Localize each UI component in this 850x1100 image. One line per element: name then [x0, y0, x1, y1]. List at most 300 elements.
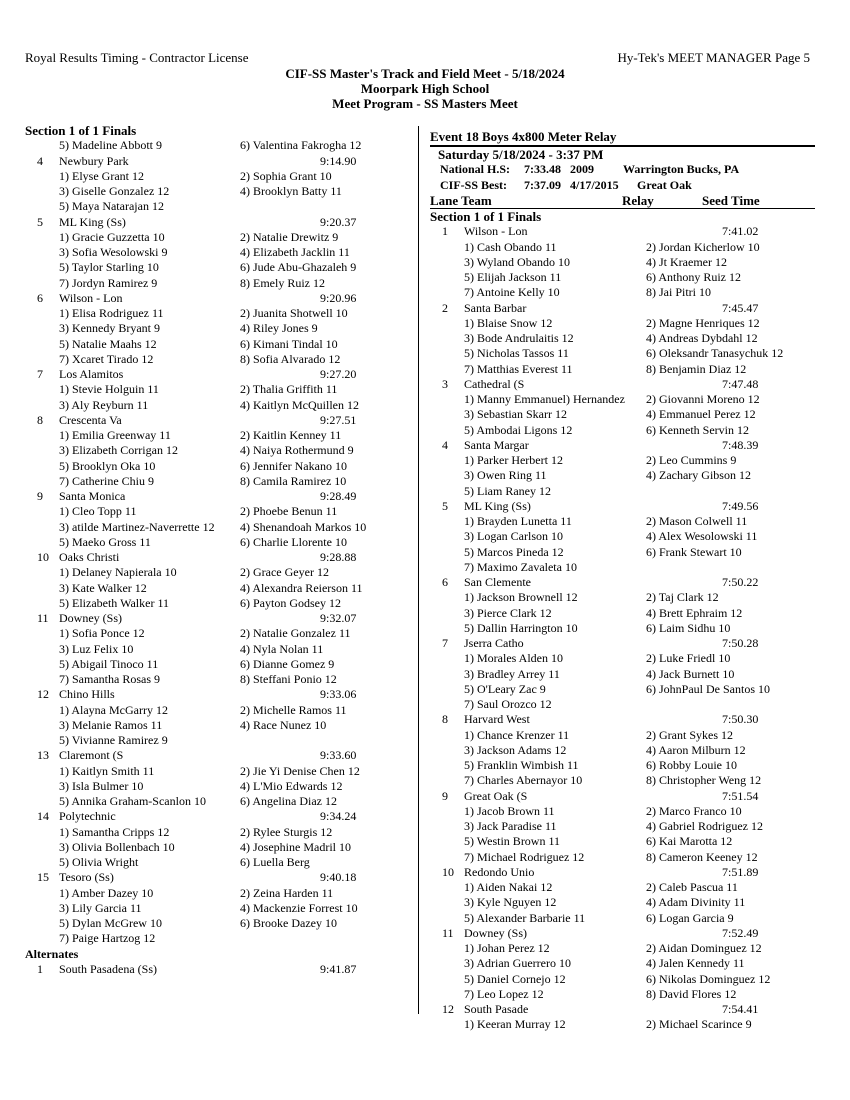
athlete-row [430, 362, 815, 377]
lane-number: 9 [442, 788, 448, 803]
athlete: 2) Grant Sykes 12 [646, 727, 733, 742]
athlete-row [25, 382, 405, 397]
athlete: 1) Morales Alden 10 [464, 651, 563, 666]
athlete: 1) Cleo Topp 11 [59, 504, 137, 519]
athlete-row [25, 855, 405, 870]
athlete: 6) Valentina Fakrogha 12 [240, 138, 362, 153]
record-time: 7:33.48 [524, 162, 561, 177]
lane-number: 12 [442, 1002, 454, 1016]
athlete-row [25, 504, 405, 519]
athlete: 4) Naiya Rothermund 9 [240, 443, 354, 458]
athlete-row [25, 840, 405, 855]
athlete: 6) Kenneth Servin 12 [646, 422, 749, 437]
athlete-row [430, 743, 815, 758]
athlete: 3) Kyle Nguyen 12 [464, 895, 557, 910]
athlete: 7) Antoine Kelly 10 [464, 285, 560, 300]
athlete: 5) Dylan McGrew 10 [59, 916, 162, 930]
athlete: 2) Taj Clark 12 [646, 590, 719, 605]
athlete-row [25, 443, 405, 458]
athlete: 3) Olivia Bollenbach 10 [59, 839, 175, 854]
left-column [25, 123, 405, 977]
athlete: 1) Cash Obando 11 [464, 239, 557, 254]
col-seed-time: Seed Time [702, 192, 760, 208]
athlete-row [25, 306, 405, 321]
athlete: 4) Andreas Dybdahl 12 [646, 331, 758, 345]
athlete: 5) Elijah Jackson 11 [464, 270, 562, 284]
team-name: Los Alamitos [59, 367, 124, 381]
meet-titles [0, 66, 850, 111]
athlete: 4) Emmanuel Perez 12 [646, 407, 756, 422]
athlete: 5) Franklin Wimbish 11 [464, 758, 579, 772]
athlete: 2) Mason Colwell 11 [646, 514, 748, 528]
athlete-row [25, 565, 405, 580]
athlete: 8) Emely Ruiz 12 [240, 275, 325, 290]
athlete: 3) Jack Paradise 11 [464, 819, 557, 833]
athlete: 5) Dallin Harrington 10 [464, 620, 578, 635]
athlete: 1) Brayden Lunetta 11 [464, 514, 572, 528]
team-row [25, 611, 405, 626]
athlete: 5) O'Leary Zac 9 [464, 681, 546, 696]
athlete: 2) Aidan Dominguez 12 [646, 941, 762, 955]
seed-time: 7:50.28 [722, 636, 759, 650]
team-name: Wilson - Lon [59, 290, 123, 305]
column-headers [430, 193, 815, 209]
athlete-row [25, 474, 405, 489]
athlete: 2) Rylee Sturgis 12 [240, 824, 333, 839]
section-title: Section 1 of 1 Finals [25, 123, 137, 138]
team-row [25, 215, 405, 230]
team-row [25, 154, 405, 169]
athlete: 6) Jennifer Nakano 10 [240, 458, 347, 473]
seed-time: 7:49.56 [722, 498, 759, 513]
athlete-row [25, 321, 405, 336]
team-name: San Clemente [464, 575, 531, 589]
athlete: 7) Maximo Zavaleta 10 [464, 559, 577, 574]
athlete: 6) Jude Abu-Ghazaleh 9 [240, 260, 357, 275]
lane-number: 5 [37, 214, 43, 229]
athlete: 4) Aaron Milburn 12 [646, 742, 746, 757]
athlete-row [430, 270, 815, 285]
athlete: 2) Michael Scarince 9 [646, 1017, 752, 1032]
athlete: 1) Blaise Snow 12 [464, 315, 553, 330]
athlete: 1) Jackson Brownell 12 [464, 590, 578, 605]
meet-title: CIF-SS Master's Track and Field Meet - 5/18/2024 [285, 66, 565, 81]
athlete-row [430, 1017, 815, 1032]
seed-time: 9:41.87 [320, 961, 357, 976]
team-name: ML King (Ss) [59, 214, 126, 229]
team-name: Downey (Ss) [464, 925, 527, 940]
team-name: Redondo Unio [464, 864, 535, 879]
athlete: 4) Brett Ephraim 12 [646, 605, 743, 620]
seed-time: 9:20.96 [320, 290, 357, 305]
athlete-row [25, 779, 405, 794]
athlete: 4) Alex Wesolowski 11 [646, 529, 758, 544]
athlete: 3) Adrian Guerrero 10 [464, 956, 571, 971]
athlete-row [430, 590, 815, 605]
athlete-row [25, 825, 405, 840]
athlete: 6) Brooke Dazey 10 [240, 916, 337, 930]
athlete: 2) Grace Geyer 12 [240, 565, 329, 580]
athlete-row [25, 459, 405, 474]
team-row [25, 870, 405, 885]
athlete: 6) Dianne Gomez 9 [240, 656, 335, 671]
athlete: 7) Leo Lopez 12 [464, 986, 544, 1001]
lane-number: 2 [442, 300, 448, 315]
athlete: 8) Benjamin Diaz 12 [646, 361, 747, 376]
lane-number: 4 [37, 153, 43, 168]
team-row [25, 748, 405, 763]
athlete-row [430, 667, 815, 682]
athlete-row [430, 545, 815, 560]
athlete: 1) Samantha Cripps 12 [59, 824, 170, 839]
athlete: 4) Race Nunez 10 [240, 717, 327, 732]
team-name: Oaks Christi [59, 550, 120, 564]
athlete-row [430, 987, 815, 1002]
team-name: Claremont (S [59, 748, 124, 763]
team-name: Santa Barbar [464, 300, 527, 315]
seed-time: 9:33.60 [320, 748, 357, 763]
athlete-row [430, 773, 815, 788]
team-row [430, 499, 815, 514]
athlete-row [25, 260, 405, 275]
team-row [430, 865, 815, 880]
athlete: 8) Christopher Weng 12 [646, 773, 762, 788]
team-row [25, 367, 405, 382]
event-schedule [430, 147, 815, 162]
athlete: 4) Mackenzie Forrest 10 [240, 900, 358, 915]
athlete: 5) Marcos Pineda 12 [464, 544, 564, 559]
athlete-row [430, 895, 815, 910]
team-row [430, 377, 815, 392]
athlete-row [430, 346, 815, 361]
team-name: Santa Monica [59, 489, 126, 503]
athlete-row [25, 794, 405, 809]
right-column [430, 123, 815, 1033]
team-row [25, 489, 405, 504]
athlete-row [430, 407, 815, 422]
athlete: 8) Jai Pitri 10 [646, 285, 711, 300]
athlete: 1) Sofia Ponce 12 [59, 626, 145, 641]
seed-time: 7:47.48 [722, 376, 759, 391]
athlete: 3) Kennedy Bryant 9 [59, 321, 160, 336]
athlete-row [25, 169, 405, 184]
athlete: 2) Phoebe Benun 11 [240, 504, 338, 519]
athlete: 2) Natalie Drewitz 9 [240, 229, 339, 244]
section-title: Section 1 of 1 Finals [430, 209, 542, 224]
athlete: 3) Aly Reyburn 11 [59, 397, 149, 412]
athlete: 6) Payton Godsey 12 [240, 595, 341, 610]
athlete-row [25, 672, 405, 687]
athlete: 1) Manny Emmanuel) Hernandez [464, 392, 625, 406]
athlete: 6) Robby Louie 10 [646, 758, 737, 772]
header-right: Hy-Tek's MEET MANAGER Page 5 [617, 50, 810, 65]
athlete: 2) Marco Franco 10 [646, 803, 742, 818]
athlete-row [25, 276, 405, 291]
athlete: 5) Liam Raney 12 [464, 483, 551, 498]
athlete: 2) Jie Yi Denise Chen 12 [240, 763, 360, 778]
lane-number: 3 [442, 376, 448, 391]
lane-number: 1 [442, 224, 448, 239]
athlete: 5) Annika Graham-Scanlon 10 [59, 794, 206, 808]
lane-number: 11 [37, 611, 49, 625]
athlete: 3) Bode Andrulaitis 12 [464, 331, 574, 345]
team-row [430, 926, 815, 941]
team-name: Harvard West [464, 712, 530, 727]
athlete: 4) Jalen Kennedy 11 [646, 956, 745, 971]
lane-number: 10 [442, 864, 454, 879]
seed-time: 9:28.49 [320, 489, 357, 503]
athlete: 2) Natalie Gonzalez 11 [240, 626, 351, 641]
athlete: 1) Parker Herbert 12 [464, 453, 563, 467]
athlete-row [430, 941, 815, 956]
athlete: 7) Michael Rodriguez 12 [464, 849, 585, 864]
athlete-row [25, 901, 405, 916]
athlete: 6) Laim Sidhu 10 [646, 620, 731, 635]
record-holder: Great Oak [637, 177, 692, 192]
athlete: 1) Chance Krenzer 11 [464, 727, 570, 742]
team-name: Santa Margar [464, 437, 529, 452]
athlete-row [430, 819, 815, 834]
lane-number: 6 [37, 290, 43, 305]
athlete: 6) Anthony Ruiz 12 [646, 270, 741, 284]
record-year: 2009 [570, 162, 594, 177]
athlete: 5) Ambodai Ligons 12 [464, 422, 573, 437]
athlete-row [25, 657, 405, 672]
lane-number: 5 [442, 498, 448, 513]
record-row [430, 162, 815, 177]
seed-time: 9:14.90 [320, 153, 357, 168]
athlete-row [430, 392, 815, 407]
athlete: 5) Maya Natarajan 12 [59, 199, 164, 214]
athlete-row [25, 581, 405, 596]
athlete-row [25, 245, 405, 260]
col-relay: Relay [622, 192, 654, 208]
athlete: 3) Logan Carlson 10 [464, 529, 563, 544]
athlete-row [25, 886, 405, 901]
athlete: 4) Zachary Gibson 12 [646, 468, 751, 483]
athlete: 2) Leo Cummins 9 [646, 453, 737, 467]
schedule-text: Saturday 5/18/2024 - 3:37 PM [438, 147, 604, 162]
athlete-row [430, 880, 815, 895]
team-row [25, 550, 405, 565]
team-row [430, 438, 815, 453]
team-name: Polytechnic [59, 809, 116, 824]
athlete: 7) Catherine Chiu 9 [59, 473, 154, 488]
athlete: 1) Elyse Grant 12 [59, 168, 144, 183]
athlete: 4) Nyla Nolan 11 [240, 641, 324, 656]
athlete: 3) Isla Bulmer 10 [59, 778, 144, 793]
seed-time: 9:33.06 [320, 687, 357, 702]
athlete: 4) L'Mio Edwards 12 [240, 778, 343, 793]
athlete: 1) Delaney Napierala 10 [59, 565, 177, 580]
athlete: 6) Kimani Tindal 10 [240, 336, 338, 351]
lane-number: 13 [37, 748, 49, 763]
athlete-row [25, 352, 405, 367]
athlete: 4) Josephine Madril 10 [240, 839, 351, 854]
athlete-row [430, 423, 815, 438]
team-name: South Pasade [464, 1002, 529, 1016]
event-title: Event 18 Boys 4x800 Meter Relay [430, 129, 617, 144]
athlete-row [25, 184, 405, 199]
athlete: 4) Elizabeth Jacklin 11 [240, 245, 350, 259]
seed-time: 7:52.49 [722, 925, 759, 940]
athlete: 2) Zeina Harden 11 [240, 885, 334, 900]
athlete-row [430, 697, 815, 712]
athlete: 3) Giselle Gonzalez 12 [59, 184, 170, 198]
lane-number: 7 [37, 367, 43, 381]
athlete: 6) JohnPaul De Santos 10 [646, 681, 770, 696]
athlete-row [25, 916, 405, 931]
athlete: 7) Charles Abernayor 10 [464, 773, 583, 788]
team-name: Cathedral (S [464, 376, 525, 391]
team-row [25, 413, 405, 428]
team-name: South Pasadena (Ss) [59, 961, 157, 976]
athlete-row [430, 911, 815, 926]
team-row [430, 789, 815, 804]
athlete-row [25, 535, 405, 550]
athlete: 5) Daniel Cornejo 12 [464, 971, 566, 986]
athlete: 1) Kaitlyn Smith 11 [59, 763, 155, 778]
athlete: 7) Samantha Rosas 9 [59, 672, 160, 686]
athlete: 2) Thalia Griffith 11 [240, 382, 338, 397]
team-row [430, 224, 815, 239]
seed-time: 7:41.02 [722, 224, 759, 239]
athlete: 4) Jack Burnett 10 [646, 666, 735, 681]
athlete: 1) Jacob Brown 11 [464, 803, 555, 818]
team-row [430, 575, 815, 590]
athlete-row [430, 834, 815, 849]
athlete-row [25, 596, 405, 611]
athlete: 2) Luke Friedl 10 [646, 651, 731, 666]
lane-number: 15 [37, 870, 49, 885]
seed-time: 7:48.39 [722, 437, 759, 452]
athlete: 4) Shenandoah Markos 10 [240, 519, 367, 534]
athlete: 7) Matthias Everest 11 [464, 361, 573, 376]
athlete: 4) Kaitlyn McQuillen 12 [240, 397, 359, 412]
athlete: 6) Logan Garcia 9 [646, 910, 734, 925]
athlete: 3) Bradley Arrey 11 [464, 666, 560, 681]
team-name: Wilson - Lon [464, 224, 528, 239]
lane-number: 12 [37, 687, 49, 702]
athlete: 6) Angelina Diaz 12 [240, 794, 337, 808]
team-name: Tesoro (Ss) [59, 870, 114, 885]
athlete-row [430, 972, 815, 987]
athlete: 1) Johan Perez 12 [464, 941, 550, 955]
athlete: 1) Amber Dazey 10 [59, 885, 154, 900]
athlete-row [25, 428, 405, 443]
athlete: 5) Westin Brown 11 [464, 834, 561, 849]
alternate-number: 1 [37, 961, 43, 976]
athlete-row [25, 718, 405, 733]
athlete: 5) Nicholas Tassos 11 [464, 346, 569, 361]
seed-time: 9:40.18 [320, 870, 357, 885]
athlete: 3) Owen Ring 11 [464, 468, 547, 483]
athlete: 1) Stevie Holguin 11 [59, 382, 159, 397]
athlete: 6) Frank Stewart 10 [646, 544, 742, 559]
athlete: 8) Sofia Alvarado 12 [240, 351, 341, 366]
athlete-row [25, 230, 405, 245]
athlete: 2) Caleb Pascua 11 [646, 880, 738, 894]
athlete-row [25, 642, 405, 657]
athlete: 3) Luz Felix 10 [59, 641, 134, 656]
athlete-row [25, 138, 405, 153]
athlete: 1) Keeran Murray 12 [464, 1017, 566, 1032]
athlete-row [430, 606, 815, 621]
team-row [430, 1002, 815, 1017]
program-title: Meet Program - SS Masters Meet [332, 96, 518, 111]
athlete: 4) Gabriel Rodriguez 12 [646, 819, 763, 833]
athlete: 3) Elizabeth Corrigan 12 [59, 443, 178, 458]
seed-time: 9:27.20 [320, 367, 357, 381]
athlete: 4) Riley Jones 9 [240, 321, 318, 336]
record-time: 7:37.09 [524, 177, 561, 192]
athlete: 4) Jt Kraemer 12 [646, 254, 727, 269]
lane-number: 11 [442, 925, 454, 940]
team-name: Chino Hills [59, 687, 115, 702]
seed-time: 7:51.54 [722, 788, 759, 803]
team-row [25, 687, 405, 702]
athlete: 3) Sebastian Skarr 12 [464, 407, 567, 422]
athlete: 4) Adam Divinity 11 [646, 895, 746, 910]
athlete: 1) Emilia Greenway 11 [59, 428, 171, 442]
athlete-row [430, 804, 815, 819]
athlete: 5) Brooklyn Oka 10 [59, 458, 156, 473]
athlete: 6) Oleksandr Tanasychuk 12 [646, 346, 784, 361]
team-name: Crescenta Va [59, 412, 122, 427]
athlete-row [430, 560, 815, 575]
athlete-row [430, 758, 815, 773]
athlete: 6) Luella Berg [240, 855, 310, 869]
team-name: Jserra Catho [464, 636, 524, 650]
athlete-row [430, 621, 815, 636]
seed-time: 9:27.51 [320, 412, 357, 427]
alternates-label: Alternates [25, 946, 79, 961]
record-label: National H.S: [440, 162, 511, 177]
record-row [430, 178, 815, 193]
athlete: 5) Taylor Starling 10 [59, 260, 159, 275]
athlete-row [430, 529, 815, 544]
athlete: 5) Abigail Tinoco 11 [59, 656, 159, 671]
athlete-row [430, 255, 815, 270]
athlete: 7) Jordyn Ramirez 9 [59, 275, 158, 290]
athlete: 3) Sofia Wesolowski 9 [59, 245, 168, 259]
lane-number: 7 [442, 636, 448, 650]
athlete: 4) Alexandra Reierson 11 [240, 580, 363, 595]
team-name: Downey (Ss) [59, 611, 122, 625]
venue-title: Moorpark High School [360, 81, 490, 96]
team-list [25, 154, 405, 947]
team-name: ML King (Ss) [464, 498, 531, 513]
athlete-row [430, 651, 815, 666]
team-name: Great Oak (S [464, 788, 528, 803]
athlete: 6) Charlie Llorente 10 [240, 534, 347, 549]
athlete: 7) Paige Hartzog 12 [59, 931, 156, 946]
athlete-row [25, 764, 405, 779]
header-left: Royal Results Timing - Contractor License [25, 50, 249, 65]
team-row [25, 291, 405, 306]
athlete: 2) Giovanni Moreno 12 [646, 392, 760, 406]
athlete-row [430, 850, 815, 865]
athlete: 7) Saul Orozco 12 [464, 697, 552, 711]
athlete-row [430, 331, 815, 346]
athlete: 5) Vivianne Ramirez 9 [59, 733, 168, 747]
lane-number: 10 [37, 550, 49, 564]
athlete: 3) Kate Walker 12 [59, 580, 147, 595]
record-year: 4/17/2015 [570, 177, 619, 192]
athlete: 6) Kai Marotta 12 [646, 834, 733, 849]
athlete-row [430, 956, 815, 971]
athlete: 8) Camila Ramirez 10 [240, 473, 347, 488]
